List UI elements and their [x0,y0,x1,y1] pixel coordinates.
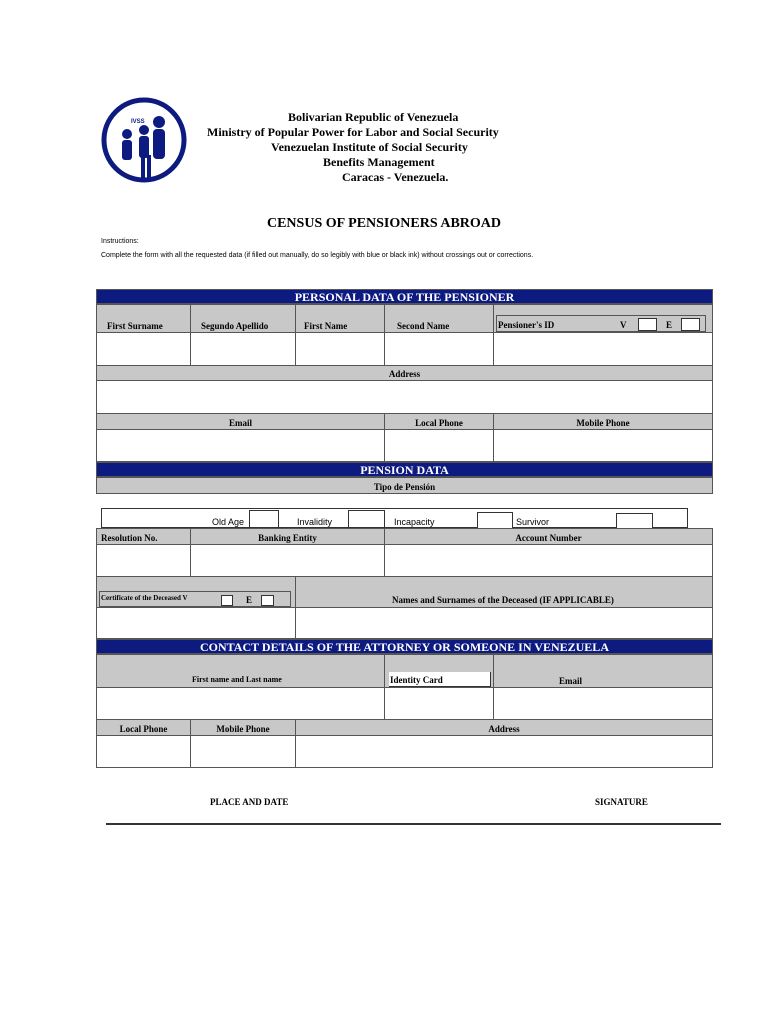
place-date-label: PLACE AND DATE [210,797,289,807]
deceased-names-header [295,576,713,608]
resolution-header: Resolution No. [96,528,191,545]
header-line-1: Bolivarian Republic of Venezuela [288,110,459,124]
institution-header [200,110,550,185]
pensioner-id-v-checkbox[interactable] [638,318,657,331]
first-surname-label: First Surname [107,321,163,331]
pension-data-heading: PENSION DATA [96,462,713,477]
address-field[interactable] [96,380,713,414]
pensioner-id-v-label: V [620,320,627,330]
certificate-v-checkbox[interactable] [221,595,233,606]
certificate-label: Certificate of the Deceased V [101,594,188,602]
second-name-field[interactable] [384,332,494,366]
pensioner-id-e-label: E [666,320,673,330]
contact-address-field[interactable] [295,735,713,768]
personal-data-heading: PERSONAL DATA OF THE PENSIONER [96,289,713,304]
second-name-label: Second Name [397,321,450,331]
contact-email-label: Email [559,676,583,686]
deceased-names-field[interactable] [295,607,713,639]
invalidity-checkbox[interactable] [348,510,385,528]
contact-mobile-phone-header: Mobile Phone [190,719,296,736]
contact-mobile-phone-field[interactable] [190,735,296,768]
certificate-header [96,576,296,608]
address-header: Address [96,365,713,381]
old-age-checkbox[interactable] [249,510,279,528]
signature-line[interactable] [106,823,721,825]
segundo-apellido-label: Segundo Apellido [201,321,269,331]
header-line-2: Ministry of Popular Power for Labor and Social Security [207,125,499,139]
contact-address-header: Address [295,719,713,736]
identity-card-header [384,654,494,688]
survivor-label: Survivor [516,517,550,527]
mobile-phone-header: Mobile Phone [493,413,713,430]
pension-type-row [101,508,688,528]
first-surname-field[interactable] [96,332,191,366]
email-header: Email [96,413,385,430]
pensioner-id-header [493,304,713,333]
local-phone-field[interactable] [384,429,494,462]
email-field[interactable] [96,429,385,462]
ivss-logo [101,97,187,183]
header-line-3: Venezuelan Institute of Social Security [271,140,468,154]
first-name-field[interactable] [295,332,385,366]
mobile-phone-field[interactable] [493,429,713,462]
contact-name-field[interactable] [96,687,385,720]
signature-label: SIGNATURE [595,797,648,807]
deceased-names-label: Names and Surnames of the Deceased (IF APPLICABLE) [392,595,614,605]
header-line-5: Caracas - Venezuela. [342,170,449,184]
contact-name-header [96,654,385,688]
certificate-field[interactable] [96,607,296,639]
tipo-pension-header: Tipo de Pensión [96,477,713,494]
contact-heading: CONTACT DETAILS OF THE ATTORNEY OR SOMEONE IN VENEZUELA [96,639,713,654]
banking-header: Banking Entity [190,528,385,545]
contact-email-field[interactable] [493,687,713,720]
certificate-e-label: E [246,595,253,605]
segundo-apellido-header [190,304,296,333]
segundo-apellido-field[interactable] [190,332,296,366]
pensioner-id-label: Pensioner's ID [498,320,555,330]
logo-text: IVSS [131,119,145,125]
identity-card-field[interactable] [384,687,494,720]
banking-field[interactable] [190,544,385,577]
contact-email-header [493,654,713,688]
second-name-header [384,304,494,333]
pensioner-id-e-checkbox[interactable] [681,318,700,331]
identity-card-label: Identity Card [390,675,443,685]
certificate-e-checkbox[interactable] [261,595,274,606]
incapacity-label: Incapacity [394,517,435,527]
invalidity-label: Invalidity [297,517,333,527]
resolution-field[interactable] [96,544,191,577]
local-phone-header: Local Phone [384,413,494,430]
instructions-text: Complete the form with all the requested data (if filled out manually, do so legibly with blue or black ink) without crossings out or corrections. [101,252,534,259]
pensioner-id-field[interactable] [493,332,713,366]
contact-name-label: First name and Last name [192,675,282,684]
first-surname-header [96,304,191,333]
instructions-label: Instructions: [101,238,139,245]
contact-local-phone-field[interactable] [96,735,191,768]
old-age-label: Old Age [212,517,245,527]
contact-local-phone-header: Local Phone [96,719,191,736]
header-line-4: Benefits Management [323,155,435,169]
form-title: CENSUS OF PENSIONERS ABROAD [266,216,502,231]
account-header: Account Number [384,528,713,545]
first-name-header [295,304,385,333]
first-name-label: First Name [304,321,348,331]
account-field[interactable] [384,544,713,577]
